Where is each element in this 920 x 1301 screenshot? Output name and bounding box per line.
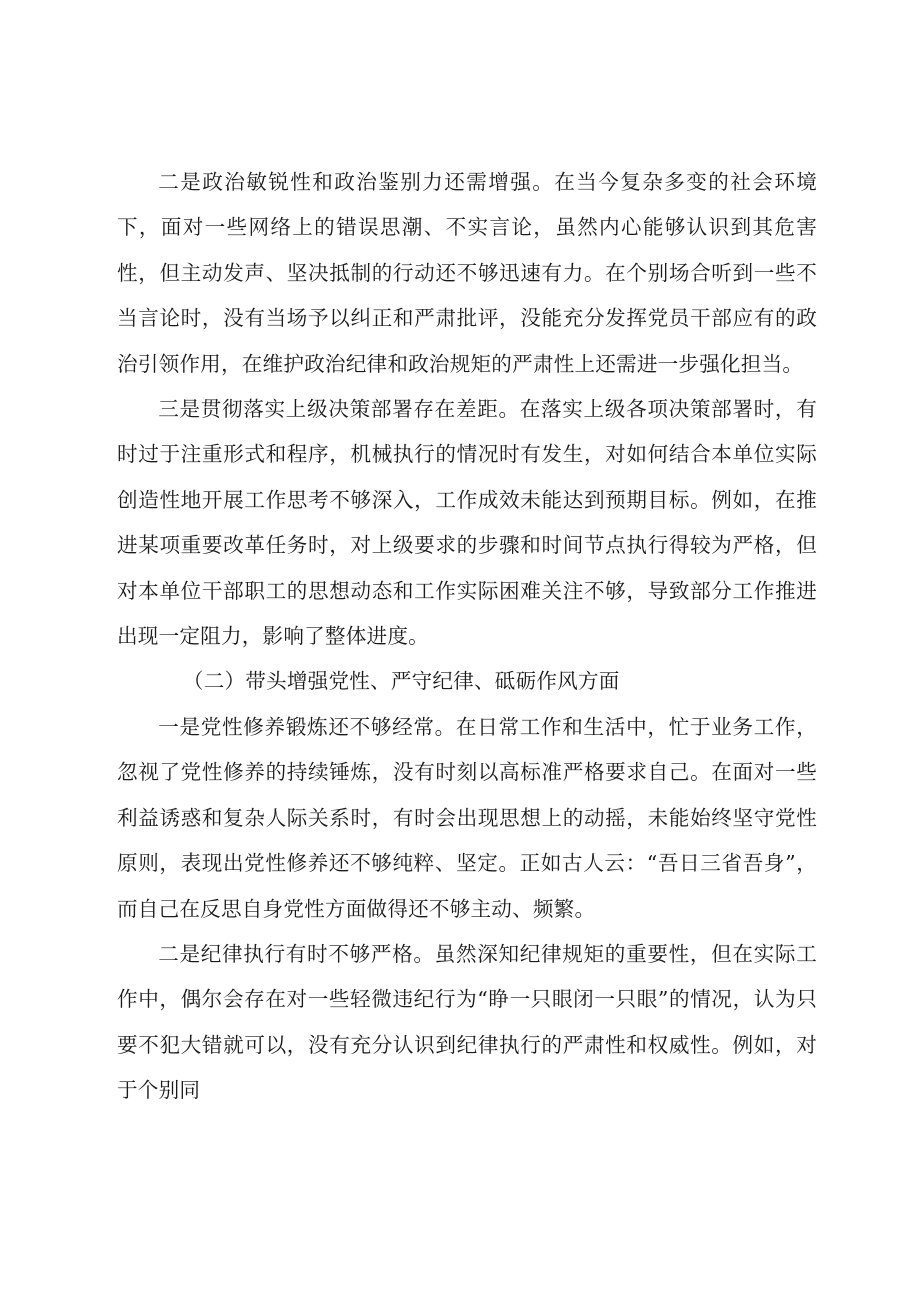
- paragraph-implementation-gap: 三是贯彻落实上级决策部署存在差距。在落实上级各项决策部署时，有时过于注重形式和程序，机械执行的情况时有发生，对如何结合本单位实际创造性地开展工作思考不够深入，工作成效未能达到预期目标。例如，在推进某项重要改革任务时，对上级要求的步骤和时间节点执行得较为严格，但对本单位干部职工的思想动态和工作实际困难关注不够，导致部分工作推进出现一定阻力，影响了整体进度。: [117, 397, 817, 649]
- paragraph-discipline: 二是纪律执行有时不够严格。虽然深知纪律规矩的重要性，但在实际工作中，偶尔会存在对一些轻微违纪行为“睁一只眼闭一只眼”的情况，认为只要不犯大错就可以，没有充分认识到纪律执行的严肃性和权威性。例如，对于个别同: [117, 941, 817, 1103]
- document-body: [117, 160, 817, 1114]
- paragraph-political-sensitivity: 二是政治敏锐性和政治鉴别力还需增强。在当今复杂多变的社会环境下，面对一些网络上的错误思潮、不实言论，虽然内心能够认识到其危害性，但主动发声、坚决抵制的行动还不够迅速有力。在个别场合听到一些不当言论时，没有当场予以纠正和严肃批评，没能充分发挥党员干部应有的政治引领作用，在维护政治纪律和政治规矩的严肃性上还需进一步强化担当。: [117, 170, 817, 376]
- paragraph-party-spirit: 一是党性修养锻炼还不够经常。在日常工作和生活中，忙于业务工作，忽视了党性修养的持续锤炼，没有时刻以高标准严格要求自己。在面对一些利益诱惑和复杂人际关系时，有时会出现思想上的动摇，未能始终坚守党性原则，表现出党性修养还不够纯粹、坚定。正如古人云：“吾日三省吾身”，而自己在反思自身党性方面做得还不够主动、频繁。: [117, 714, 817, 921]
- section-heading: （二）带头增强党性、严守纪律、砥砺作风方面: [182, 669, 620, 694]
